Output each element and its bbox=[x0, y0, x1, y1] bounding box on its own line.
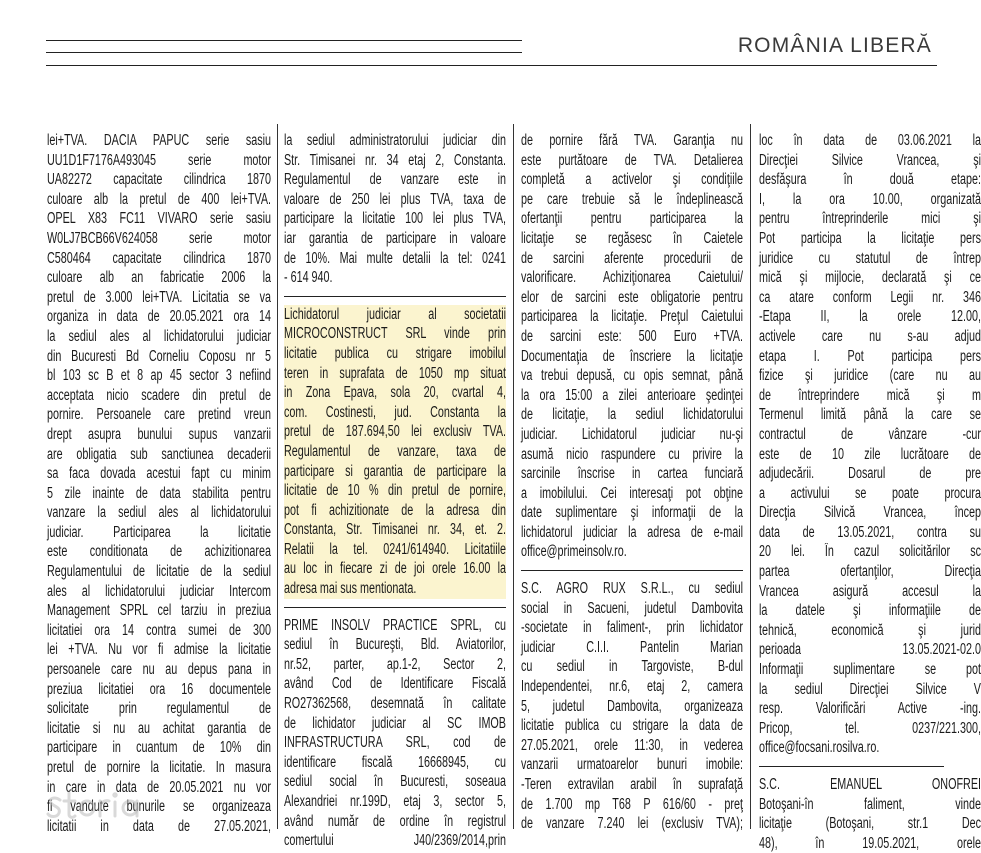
text-line: la sediul administratorului judiciar din bbox=[284, 132, 506, 149]
text-line: adjudecării. Dosarul de pre bbox=[759, 465, 981, 483]
column-divider bbox=[750, 124, 751, 829]
text-line: a imobilului. Cei interesaţi pot obţine bbox=[521, 484, 743, 502]
text-line: C580464 capacitate cilindrica 1870 bbox=[47, 249, 271, 267]
text-line: având Cod de Identificare Fiscală bbox=[284, 675, 506, 693]
text-line: participare la licitatie 100 lei plus TVA, bbox=[284, 210, 506, 228]
text-line: la sediul ales al lichidatorului judiciar bbox=[47, 327, 271, 345]
text-line: bl 103 sc B et 8 ap 45 sector 3 nefiind bbox=[47, 367, 271, 385]
text-line: este conditionata de achizitionarea bbox=[47, 543, 271, 561]
text-line: S.C. EMANUEL ONOFREI bbox=[759, 776, 981, 793]
text-line: de vanzare 7.240 lei (exclusiv TVA); bbox=[521, 815, 743, 833]
text-line: contractul de vânzare -cur bbox=[759, 425, 981, 443]
text-line: loc în data de 03.06.2021 la bbox=[759, 132, 981, 149]
header-rule-bottom bbox=[46, 65, 937, 66]
text-line: comertului J40/2369/2014,prin bbox=[284, 832, 506, 850]
text-line: -Teren extravilan arabil în suprafaţă bbox=[521, 776, 743, 793]
text-line: de 1.700 mp T68 P 616/60 - preţ bbox=[521, 795, 743, 813]
text-line: 20 lei. În cazul solicitărilor sc bbox=[759, 543, 981, 561]
text-line: pentru întreprinderile mici şi bbox=[759, 210, 981, 228]
text-line: - 614 940. bbox=[284, 269, 333, 287]
text-line: valorificare. Achiziţionarea Caietului/ bbox=[521, 269, 743, 287]
text-line: -societate in faliment-, prin lichidator bbox=[521, 619, 743, 637]
text-line: valoare de 250 lei plus TVA, taxa de bbox=[284, 190, 506, 208]
text-line: licitatii in data de 27.05.2021, bbox=[47, 817, 271, 835]
text-line: OPEL X83 FC11 VIVARO serie sasiu bbox=[47, 210, 271, 228]
text-line: partea ofertanţilor, Direcţia bbox=[759, 563, 981, 581]
text-line: cu sediul in Targoviste, B-dul bbox=[521, 658, 743, 676]
text-line: completă a activelor şi condiţiile bbox=[521, 171, 743, 189]
text-line: vanzare la sediul ales al lichidatorului bbox=[47, 504, 271, 522]
text-line: de licitaţie, la sediul lichidatorului bbox=[521, 406, 743, 424]
text-line: Regulamentului de licitatie de la sediul bbox=[47, 563, 271, 581]
column-divider bbox=[277, 124, 278, 829]
text-line: judiciar. Lichidatorul judiciar nu-şi bbox=[521, 425, 743, 443]
text-line: de sarcini este: 500 Euro +TVA. bbox=[521, 327, 743, 345]
text-line: licitaţie (Botoşani, str.1 Dec bbox=[759, 815, 981, 833]
notice-paragraph bbox=[47, 131, 271, 836]
text-line: adresa mai sus mentionata. bbox=[284, 580, 417, 598]
text-line: au loc in fiecare zi de joi orele 16.00 la bbox=[284, 560, 506, 578]
text-line: la sediul Direcţiei Silvice V bbox=[759, 680, 981, 698]
text-line: licitatie publica cu strigare imobilul bbox=[284, 344, 506, 362]
text-line: etapa I. Pot participa pers bbox=[759, 347, 981, 365]
text-line: juridice cu statutul de întrep bbox=[759, 249, 981, 267]
text-line: de sarcini aferente procedurii de bbox=[521, 249, 743, 267]
text-line: Str. Timisanei nr. 34 etaj 2, Constanta. bbox=[284, 151, 506, 169]
text-line: de lichidator judiciar al SC IMOB bbox=[284, 714, 506, 732]
text-line: date suplimentare şi informaţii de la bbox=[521, 504, 743, 522]
text-line: social in Sacueni, judetul Dambovita bbox=[521, 599, 743, 617]
text-line: drept asupra bunului supus vanzarii bbox=[47, 425, 271, 443]
column-divider bbox=[513, 124, 514, 829]
text-line: având număr de ordine în registrul bbox=[284, 812, 506, 830]
text-line: 5 zile inainte de data stabilita pentru bbox=[47, 484, 271, 502]
text-line: lei+TVA. DACIA PAPUC serie sasiu bbox=[47, 132, 271, 149]
text-line: fi vandute bunurile se organizeaza bbox=[47, 798, 271, 816]
text-line: UA82272 capacitate cilindrica 1870 bbox=[47, 171, 271, 189]
text-line: sediul în Bucureşti, Bld. Aviatorilor, bbox=[284, 636, 506, 654]
text-line: mică şi mijlocie, declarată şi ce bbox=[759, 269, 981, 287]
text-line: Documentaţia de înscriere la licitaţie bbox=[521, 347, 743, 365]
text-line: Management SPRL cel tarziu in preziua bbox=[47, 602, 271, 620]
text-line: de întreprindere mică şi m bbox=[759, 386, 981, 404]
column-3 bbox=[521, 131, 743, 834]
notice-separator bbox=[759, 766, 944, 767]
text-line: judiciar. Participarea la licitatie bbox=[47, 523, 271, 541]
notice-paragraph bbox=[759, 775, 981, 853]
text-line: licitatiei ora 14 contra sumei de 300 bbox=[47, 621, 271, 639]
notice-separator bbox=[284, 607, 506, 608]
text-line: INFRASTRUCTURA SRL, cod de bbox=[284, 734, 506, 752]
text-line: nr.52, parter, ap.1-2, Sector 2, bbox=[284, 655, 506, 673]
text-line: participare in cuantum de 10% din bbox=[47, 739, 271, 757]
text-line: ca atare conform Legii nr. 346 bbox=[759, 288, 981, 306]
text-line: W0LJ7BCB66V624058 serie motor bbox=[47, 229, 271, 247]
text-line: este purtătoare de TVA. Detalierea bbox=[521, 151, 743, 169]
text-line: 5, judetul Dambovita, organizeaza bbox=[521, 697, 743, 715]
text-line: Regulamentul de vanzare, taxa de bbox=[284, 442, 506, 460]
text-line: Informaţii suplimentare se pot bbox=[759, 661, 981, 679]
text-line: 27.05.2021, orele 11:30, in vederea bbox=[521, 736, 743, 754]
text-line: licitaţie se regăsesc în Caietele bbox=[521, 229, 743, 247]
text-line: Botoşani-în faliment, vinde bbox=[759, 795, 981, 813]
text-line: organiza in data de 20.05.2021 ora 14 bbox=[47, 308, 271, 326]
text-line: culoare alb la pretul de 400 lei+TVA. bbox=[47, 190, 271, 208]
text-line: sediul social în Bucuresti, soseaua bbox=[284, 773, 506, 791]
text-line: persoanele care nu au depus pana in bbox=[47, 661, 271, 679]
text-line: Direcţia Silvică Vrancea, încep bbox=[759, 504, 981, 522]
text-line: de 10%. Mai multe detalii la tel: 0241 bbox=[284, 249, 506, 267]
text-line: a activului se poate procura bbox=[759, 484, 981, 502]
text-line: fizice şi juridice (care nu au bbox=[759, 367, 981, 385]
text-line: Pricop, tel. 0237/221.300, bbox=[759, 719, 981, 737]
text-line: este de 10 zile lucrătoare de bbox=[759, 445, 981, 463]
text-line: UU1D1F7176A493045 serie motor bbox=[47, 151, 271, 169]
text-line: licitatie publica cu strigare la data de bbox=[521, 717, 743, 735]
text-line: Termenul limită până la care se bbox=[759, 406, 981, 424]
text-line: perioada 13.05.2021-02.0 bbox=[759, 641, 981, 659]
text-line: licitatie si nu au achitat garantia de bbox=[47, 719, 271, 737]
notice-paragraph bbox=[521, 131, 743, 562]
text-line: ales al lichidatorului judiciar Intercom bbox=[47, 582, 271, 600]
text-line: resp. Valorificări Active -ing. bbox=[759, 700, 981, 718]
text-line: pot fi achizitionate de la adresa din bbox=[284, 501, 506, 519]
text-line: solicitate prin regulamentul de bbox=[47, 700, 271, 718]
text-line: PRIME INSOLV PRACTICE SPRL, cu bbox=[284, 616, 506, 634]
text-line: Pot participa la licitaţie pers bbox=[759, 229, 981, 247]
text-line: la datele şi informaţiile de bbox=[759, 602, 981, 620]
text-line: com. Costinesti, jud. Constanta la bbox=[284, 403, 506, 421]
text-line: elor de sarcini este obligatorie pentru bbox=[521, 288, 743, 306]
header-rule-middle bbox=[46, 52, 522, 53]
text-line: de pornire fără TVA. Garanţia nu bbox=[521, 132, 743, 149]
highlighted-notice bbox=[284, 305, 506, 599]
text-line: data de 13.05.2021, contra su bbox=[759, 523, 981, 541]
text-line: lichidatorul judiciar la adresa de e-mail bbox=[521, 523, 743, 541]
text-line: 48), în 19.05.2021, orele bbox=[759, 834, 981, 852]
notice-paragraph bbox=[284, 131, 506, 288]
text-line: judiciar C.I.I. Pantelin Marian bbox=[521, 638, 743, 656]
text-line: pretul de 3.000 lei+TVA. Licitatia se va bbox=[47, 288, 271, 306]
text-line: sa faca dovada acestui fapt cu minim bbox=[47, 465, 271, 483]
text-line: in Zona Epava, sola 20, cvartal 4, bbox=[284, 384, 506, 402]
text-line: ofertanţii pentru participarea la bbox=[521, 210, 743, 228]
notice-separator bbox=[521, 570, 743, 571]
column-2 bbox=[284, 131, 506, 851]
text-line: Constanta, Str. Timisanei nr. 34, et. 2. bbox=[284, 521, 506, 539]
text-line: acceptata nicio scadere din pretul de bbox=[47, 386, 271, 404]
text-line: la ora 15:00 a zilei anterioare şedinţei bbox=[521, 386, 743, 404]
header-rule-top bbox=[46, 40, 522, 41]
text-line: licitatie de 10 % din pretul de pornire, bbox=[284, 482, 506, 500]
text-line: office@focsani.rosilva.ro. bbox=[759, 739, 880, 757]
column-4 bbox=[759, 131, 981, 853]
notice-separator bbox=[284, 296, 506, 297]
text-line: RO27362568, desemnată în calitate bbox=[284, 695, 506, 713]
text-line: Direcţiei Silvice Vrancea, şi bbox=[759, 151, 981, 169]
text-line: in care in data de 20.05.2021 nu vor bbox=[47, 778, 271, 796]
text-line: vanzarii urmatoarelor bunuri imobile: bbox=[521, 756, 743, 774]
text-line: tehnică, economică şi jurid bbox=[759, 621, 981, 639]
text-line: pornire. Persoanele care pretind vreun bbox=[47, 406, 271, 424]
notice-paragraph bbox=[521, 579, 743, 834]
column-1 bbox=[47, 131, 271, 836]
text-line: din Bucuresti Bd Corneliu Coposu nr 5 bbox=[47, 347, 271, 365]
text-line: sarcinile înscrise in cartea funciară bbox=[521, 465, 743, 483]
text-line: MICROCONSTRUCT SRL vinde prin bbox=[284, 325, 506, 343]
text-line: asumă nicio raspundere cu privire la bbox=[521, 445, 743, 463]
text-line: activele care nu s-au adjud bbox=[759, 327, 981, 345]
text-line: office@primeinsolv.ro. bbox=[521, 543, 627, 561]
text-line: Relatii la tel. 0241/614940. Licitatiile bbox=[284, 540, 506, 558]
newspaper-masthead: ROMÂNIA LIBERĂ bbox=[737, 34, 932, 57]
text-line: are obligatia sub sanctiunea decaderii bbox=[47, 445, 271, 463]
text-line: teren in suprafata de 1050 mp situat bbox=[284, 364, 506, 382]
text-line: preziua licitatiei ora 16 documentele bbox=[47, 680, 271, 698]
text-line: va trebui depusă, cu opis semnat, până bbox=[521, 367, 743, 385]
text-line: pe care trebuie să le îndeplinească bbox=[521, 190, 743, 208]
text-line: S.C. AGRO RUX S.R.L., cu sediul bbox=[521, 580, 743, 598]
text-line: identificare fiscală 16668945, cu bbox=[284, 753, 506, 771]
text-line: Independentei, nr.6, etaj 2, camera bbox=[521, 678, 743, 696]
notice-paragraph bbox=[759, 131, 981, 758]
text-line: Lichidatorul judiciar al societatii bbox=[284, 305, 506, 323]
text-line: participarea la licitaţie. Preţul Caietului bbox=[521, 308, 743, 326]
text-line: iar garantia de participare in valoare bbox=[284, 229, 506, 247]
text-line: desfăşura în două etape: bbox=[759, 171, 981, 189]
text-line: Regulamentul de vanzare este in bbox=[284, 171, 506, 189]
text-line: I, la ora 10.00, organizată bbox=[759, 190, 981, 208]
text-line: lei +TVA. Nu vor fi admise la licitatie bbox=[47, 641, 271, 659]
text-line: -Etapa II, la orele 12.00, bbox=[759, 308, 981, 326]
text-line: Alexandriei nr.199D, etaj 3, sector 5, bbox=[284, 793, 506, 810]
text-line: participare si garantia de participare la bbox=[284, 462, 506, 480]
text-line: pretul de 187.694,50 lei exclusiv TVA. bbox=[284, 423, 506, 441]
text-line: pretul de pornire la licitatie. In masura bbox=[47, 759, 271, 776]
text-line: Vrancea asigură accesul la bbox=[759, 582, 981, 600]
text-line: culoare alb an fabricatie 2006 la bbox=[47, 269, 271, 287]
notice-paragraph bbox=[284, 616, 506, 851]
